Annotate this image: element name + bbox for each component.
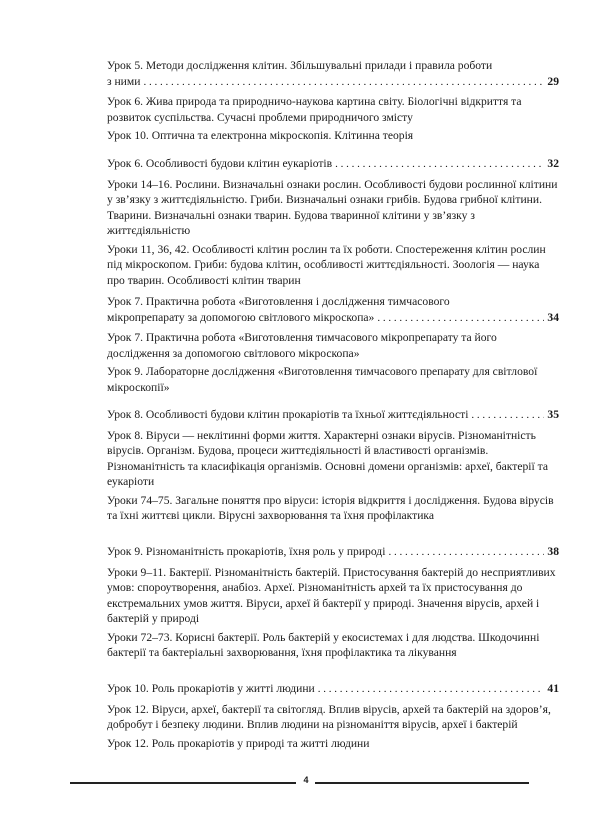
leader-dots	[471, 408, 544, 424]
leader-dots	[377, 311, 544, 327]
toc-heading-line: Урок 7. Практична робота «Виготовлення і дослідження тимчасового	[107, 295, 450, 308]
leader-dots	[335, 157, 544, 173]
toc-heading-last-line[interactable]	[107, 544, 559, 561]
toc-section	[107, 681, 559, 751]
leader-dots	[388, 545, 544, 561]
toc-section	[107, 544, 559, 661]
toc-heading-text: Урок 9. Різноманітність прокаріотів, їхня роль у природі	[107, 545, 386, 558]
leader-dots	[143, 75, 544, 91]
toc-subentry: Уроки 11, 36, 42. Особливості клітин рослин та їх роботи. Спостереження клітин рослин під мікроскопом. Гриби: будова клітин, особливості життєдіяльності. Зоологія — наука про тварин. Особливості клітин тварин	[107, 242, 546, 287]
toc-section	[107, 407, 559, 524]
toc-subentry: Урок 12. Віруси, археї, бактерії та світогляд. Вплив вірусів, архей та бактерій на здоров’я, добробут і безпеку людини. Вплив людини на різноманіття вірусів, археї і бактерій	[107, 702, 551, 731]
leader-dots	[318, 682, 545, 698]
toc-page-number: 32	[547, 157, 559, 170]
toc-page-number: 29	[547, 74, 559, 88]
toc-heading-last-line[interactable]	[107, 156, 559, 173]
footer-page-number: 4	[303, 775, 309, 785]
toc-subentry: Уроки 72–73. Корисні бактерії. Роль бактерій у екосистемах і для людства. Шкодочинні бактерії та бактеріальні захворювання, їхня профілактика та лікування	[107, 630, 540, 659]
toc-page-number: 38	[547, 545, 559, 558]
toc-heading-text: Урок 10. Роль прокаріотів у житті людини	[107, 682, 315, 695]
toc-heading-text: Урок 6. Особливості будови клітин еукаріотів	[107, 157, 333, 170]
toc-subentry: Уроки 9–11. Бактерії. Різноманітність бактерій. Пристосування бактерій до несприятливих умов: спороутворення, анабіоз. Археї. Різноманітність архей та їх пристосування до екстремальних умов життя. Віруси, археї й бактерії у природі. Значення вірусів, архей і бактерій у природі	[107, 565, 556, 625]
toc-heading-last-line[interactable]	[107, 407, 559, 424]
toc-subentry: Урок 10. Оптична та електронна мікроскопія. Клітинна теорія	[107, 129, 414, 142]
toc-heading-line: Урок 5. Методи дослідження клітин. Збільшувальні прилади і правила роботи	[107, 59, 493, 72]
toc-subentry: Урок 8. Віруси — неклітинні форми життя. Характерні ознаки вірусів. Різноманітність вірусів. Організм. Будова, процеси життєдіяльності й властивості організмів. Різноманітність та класифікація організмів. Основні домени організмів: археї, бактерії та еукаріоти	[107, 428, 548, 488]
footer-rule-right	[315, 782, 529, 784]
toc-page-number: 41	[547, 682, 559, 695]
toc-section	[107, 58, 559, 144]
toc-heading-last-line[interactable]	[107, 681, 559, 698]
toc-heading-last-line[interactable]	[107, 74, 559, 91]
toc-subentry: Уроки 14–16. Рослини. Визначальні ознаки рослин. Особливості будови рослинної клітини у зв’язку з життєдіяльністю. Гриби. Визначальні ознаки грибів. Будова грибної клітини. Тварини. Визначальні ознаки тварин. Будова тваринної клітини у зв’язку з життєдіяльністю	[107, 177, 558, 237]
toc-section	[107, 294, 559, 395]
toc-page-number: 35	[547, 408, 559, 421]
toc-subentry: Урок 7. Практична робота «Виготовлення тимчасового мікропрепарату та його дослідження за допомогою світлового мікроскопа»	[107, 331, 497, 360]
toc-subentry: Урок 9. Лабораторне дослідження «Виготовлення тимчасового препарату для світлової мікроскопії»	[107, 365, 538, 394]
toc-heading-text: мікропрепарату за допомогою світлового мікроскопа»	[107, 310, 375, 324]
toc-page-number: 34	[547, 310, 559, 324]
footer-rule-left	[70, 782, 296, 784]
toc-subentry: Урок 12. Роль прокаріотів у природі та житті людини	[107, 736, 370, 750]
toc-subentry: Урок 6. Жива природа та природничо-наукова картина світу. Біологічні відкриття та розвиток суспільства. Сучасні проблеми природничого змісту	[107, 95, 522, 124]
toc-heading-text: Урок 8. Особливості будови клітин прокаріотів та їхньої життєдіяльності	[107, 408, 469, 421]
toc-section	[107, 156, 559, 288]
toc-heading-text: з ними	[107, 74, 141, 88]
toc-subentry: Уроки 74–75. Загальне поняття про віруси: історія відкриття і дослідження. Будова вірусів та їхні життєві цикли. Вірусні захворювання та їхня профілактика	[107, 493, 554, 522]
toc-heading-last-line[interactable]	[107, 310, 559, 327]
